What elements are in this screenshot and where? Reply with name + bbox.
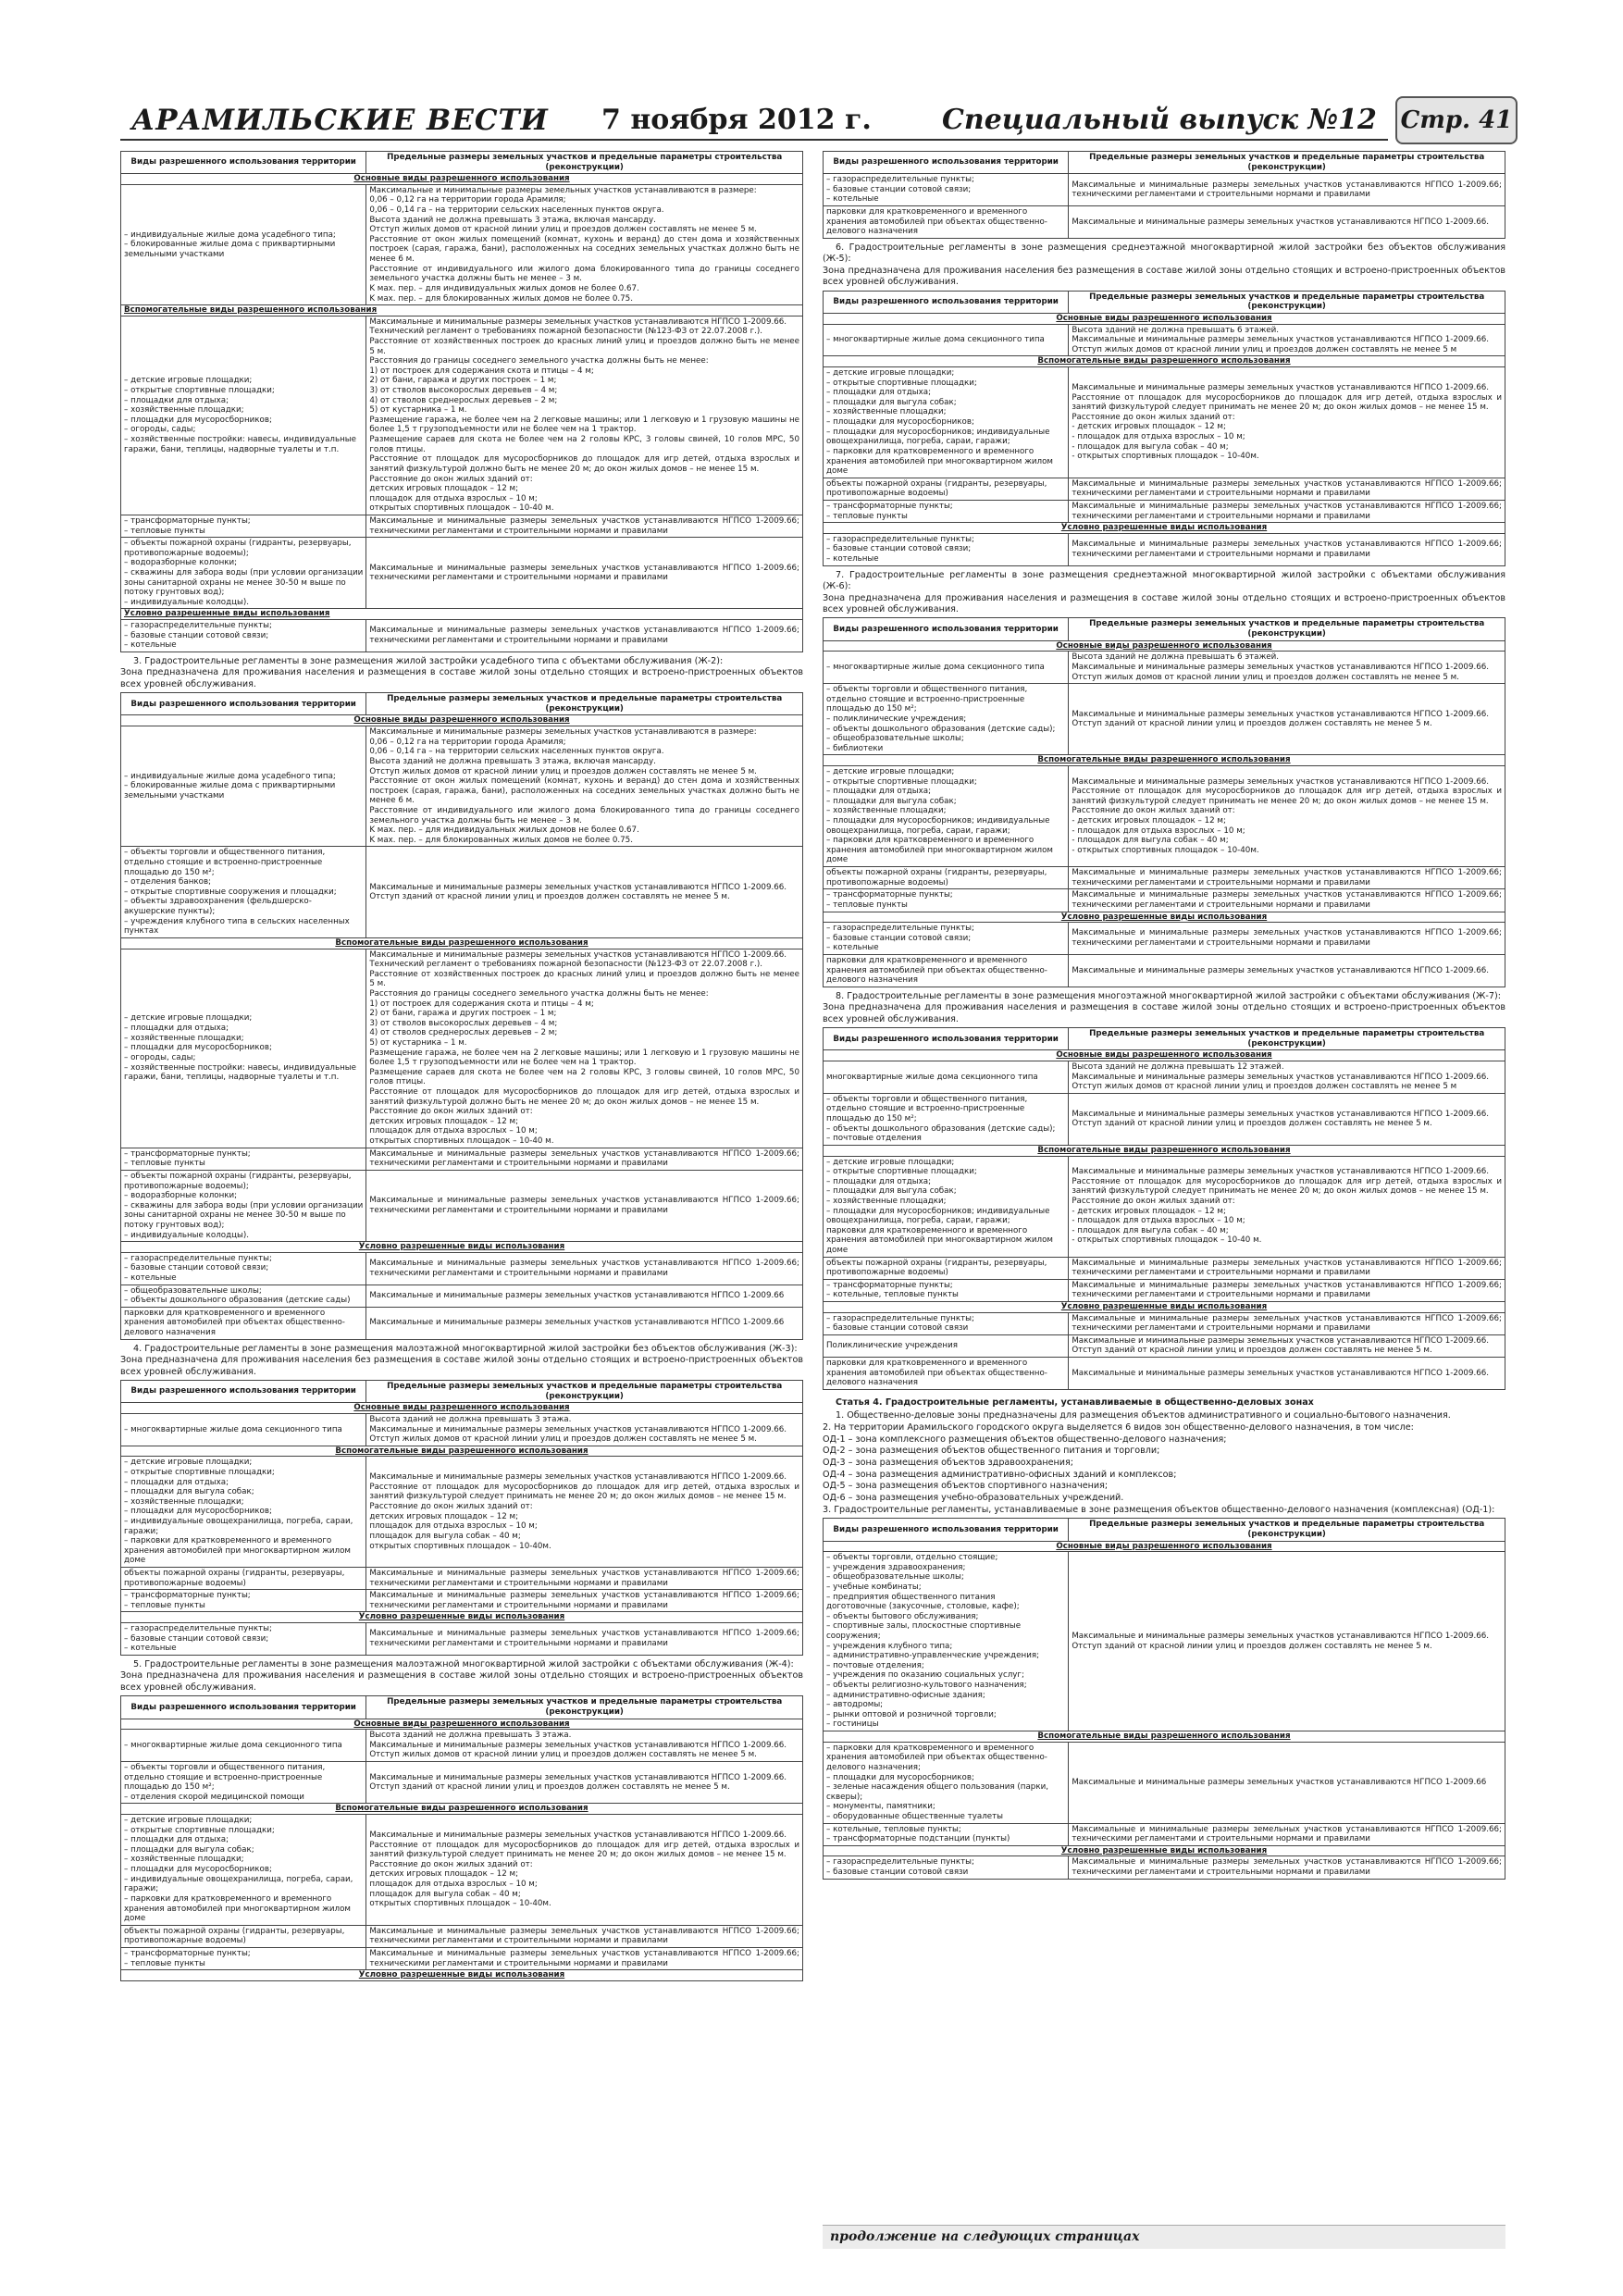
parameters-cell: Максимальные и минимальные размеры земельных участков устанавливаются НГПСО 1-2009.66. Расстояние от площадок для мусоросборников до площадок для игр детей, отдыха взрослых и занятий физкультурой следует принимать не менее 20 м; до окон жилых домов – не менее 15 м. Расстояние до окон жилых зданий от: детских игровых площадок – 12 м; площадок для отдыха взрослых – 10 м; площадок для выгула собак – 40 м; открытых спортивных площадок – 10-40м. [366, 1457, 803, 1568]
section-title: Условно разрешенные виды использования [824, 912, 1505, 923]
land-use-cell: – газораспределительные пункты; – базовые станции сотовой связи [824, 1856, 1069, 1879]
parameters-cell: Высота зданий не должна превышать 6 этажей. Максимальные и минимальные размеры земельных участков устанавливаются НГПСО 1-2009.66. Отступ жилых домов от красной линии улиц и проездов должен составлять не менее 5 м [1069, 324, 1505, 356]
table-header-row [121, 1381, 803, 1403]
land-use-cell: – парковки для кратковременного и временного хранения автомобилей при объектах общественно-делового назначения; – площадки для мусоросборников; – зеленые насаждения общего пользования (парки, скверы); – монументы, памятники; – оборудованные общественные туалеты [824, 1742, 1069, 1823]
parameters-cell: Максимальные и минимальные размеры земельных участков устанавливаются в размере: 0,06 – 0,12 га на территории города Арамиля; 0,06 – 0,14 га – на территории сельских населенных пунктов округа. Высота зданий не должна превышать 3 этажа, включая мансарду. Отступ жилых домов от красной линии улиц и проездов должен составлять не менее 5 м. Расстояние от окон жилых помещений (комнат, кухонь и веранд) до стен дома и хозяйственных построек (сарая, гаража, бани), расположенных на соседних земельных участках должно быть не менее 6 м. Расстояние от индивидуального или жилого дома блокированного типа до границы соседнего земельного участка должны быть не менее – 3 м. K мах. пер. – для индивидуальных жилых домов не более 0.67. K мах. пер. – для блокированных жилых домов не более 0.75. [366, 726, 803, 847]
section-row [824, 755, 1505, 766]
section-row [824, 640, 1505, 652]
column-header: Предельные размеры земельных участков и предельные параметры строительства (реконструкции) [366, 1381, 803, 1403]
table-row [121, 316, 803, 515]
land-use-cell: – газораспределительные пункты; – базовые станции сотовой связи; – котельные [824, 533, 1069, 565]
table-row [121, 1457, 803, 1568]
table-row [121, 949, 803, 1148]
table-row [824, 174, 1505, 206]
section-title: Условно разрешенные виды использования [121, 1242, 803, 1253]
section-row [121, 1970, 803, 1981]
table-row [824, 867, 1505, 889]
zone-table-zh7 [823, 1027, 1505, 1390]
land-use-cell: – объекты торговли и общественного питания, отдельно стоящие и встроенно-пристроенные площадью до 150 м²; – отделения банков; – открытые спортивные сооружения и площадки; – объекты здравоохранения (фельдшерско-акушерские пункты); – учреждения клубного типа в сельских населенных пунктах [121, 847, 366, 937]
land-use-cell: – трансформаторные пункты; – котельные, тепловые пункты [824, 1279, 1069, 1301]
section-row [121, 305, 803, 316]
table-row [824, 1156, 1505, 1257]
table-row [121, 1148, 803, 1170]
parameters-cell: Максимальные и минимальные размеры земельных участков устанавливаются НГПСО 1-2009.66. Технический регламент о требованиях пожарной безопасности (№123-ФЗ от 22.07.2008 г.). Расстояние от хозяйственных построек до красных линий улиц и проездов должно быть не менее 5 м. Расстояния до границы соседнего земельного участка должны быть не менее: 1) от построек для содержания скота и птицы – 4 м; 2) от бани, гаража и других построек – 1 м; 3) от стволов высокорослых деревьев – 4 м; 4) от стволов среднерослых деревьев – 2 м; 5) от кустарника – 1 м. Размещение гаража, не более чем на 2 легковые машины; или 1 легковую и 1 грузовую машины не более 1,5 т грузоподъемности или не более чем на 1 трактор. Размещение сараев для скота не более чем на 2 головы КРС, 3 головы свиней, 10 голов МРС, 50 голов птицы. Расстояние от площадок для мусоросборников до площадок для игр детей, отдыха взрослых и занятий физкультурой должно быть не менее 20 м; до окон жилых домов – не менее 15 м. Расстояние до окон жилых зданий от: детских игровых площадок – 12 м; площадок для отдыха взрослых – 10 м; открытых спортивных площадок – 10-40 м. [366, 316, 803, 515]
table-row [824, 954, 1505, 987]
parameters-cell: Максимальные и минимальные размеры земельных участков устанавливаются НГПСО 1-2009.66; техническими регламентами и строительными нормами и правилами [1069, 500, 1505, 522]
page-header [120, 93, 1513, 154]
land-use-cell: парковки для кратковременного и временного хранения автомобилей при объектах общественно-делового назначения [824, 206, 1069, 239]
zone-table-zh5 [823, 291, 1505, 566]
parameters-cell: Максимальные и минимальные размеры земельных участков устанавливаются НГПСО 1-2009.66; техническими регламентами и строительными нормами и правилами [1069, 923, 1505, 955]
table-row [824, 1279, 1505, 1301]
section-title: Вспомогательные виды разрешенного использования [121, 1804, 803, 1815]
section-title: Основные виды разрешенного использования [121, 1719, 803, 1730]
table-row [824, 652, 1505, 684]
issue-number: Специальный выпуск №12 [942, 104, 1377, 136]
table-header-row [824, 1028, 1505, 1050]
land-use-cell: – объекты торговли и общественного питания, отдельно стоящие и встроенно-пристроенные площадью до 150 м²; – объекты дошкольного образования (детские сады); – почтовые отделения [824, 1093, 1069, 1145]
table-row [824, 1856, 1505, 1879]
parameters-cell: Высота зданий не должна превышать 12 этажей. Максимальные и минимальные размеры земельных участков устанавливаются НГПСО 1-2009.66. Отступ жилых домов от красной линии улиц и проездов должен составлять не менее 5 м [1069, 1061, 1505, 1094]
land-use-cell: – трансформаторные пункты; – тепловые пункты [824, 500, 1069, 522]
table-row [824, 766, 1505, 867]
land-use-cell: – многоквартирные жилые дома секционного типа [121, 1413, 366, 1446]
table-row [121, 515, 803, 537]
parameters-cell: Максимальные и минимальные размеры земельных участков устанавливаются НГПСО 1-2009.66; техническими регламентами и строительными нормами и правилами [1069, 1279, 1505, 1301]
land-use-cell: – детские игровые площадки; – открытые спортивные площадки; – площадки для отдыха; – площадки для выгула собак; – хозяйственные площадки; – площадки для мусоросборников; индивидуальные овощехранилища, погреба, сараи, гаражи; парковки для кратковременного и временного хранения автомобилей при многоквартирном жилом доме [824, 1156, 1069, 1257]
table-row [121, 1590, 803, 1612]
section-title: Условно разрешенные виды использования [121, 1970, 803, 1981]
parameters-cell: Максимальные и минимальные размеры земельных участков устанавливаются НГПСО 1-2009.66; техническими регламентами и строительными нормами и правилами [1069, 1257, 1505, 1279]
table-row [824, 533, 1505, 565]
parameters-cell: Максимальные и минимальные размеры земельных участков устанавливаются НГПСО 1-2009.66; техническими регламентами и строительными нормами и правилами [1069, 174, 1505, 206]
section-row [824, 912, 1505, 923]
table-row [121, 1815, 803, 1926]
land-use-cell: – газораспределительные пункты; – базовые станции сотовой связи; – котельные [824, 174, 1069, 206]
section-row [824, 1731, 1505, 1743]
column-header: Виды разрешенного использования территории [121, 693, 366, 715]
parameters-cell: Максимальные и минимальные размеры земельных участков устанавливаются НГПСО 1-2009.66. Отступ зданий от красной линии улиц и проездов должен составлять не менее 5 м. [1069, 1334, 1505, 1357]
land-use-cell: – газораспределительные пункты; – базовые станции сотовой связи; – котельные [824, 923, 1069, 955]
section-title: Основные виды разрешенного использования [121, 174, 803, 185]
land-use-cell: – объекты торговли, отдельно стоящие; – учреждения здравоохранения; – общеобразовательные школы; – учебные комбинаты; – предприятия общественного питания доготовочные (закусочные, столовые, кафе); – объекты бытового обслуживания; – спортивные залы, плоскостные спортивные сооружения; – учреждения клубного типа; – административно-управленческие учреждения; – почтовые отделения; – учреждения по оказанию социальных услуг; – объекты религиозно-культового назначения; – административно-офисные здания; – автодромы; – рынки оптовой и розничной торговли; – гостиницы [824, 1552, 1069, 1731]
land-use-cell: Поликлинические учреждения [824, 1334, 1069, 1357]
section-title: Основные виды разрешенного использования [824, 1050, 1505, 1061]
section-row [121, 1612, 803, 1623]
article-4-title: Статья 4. Градостроительные регламенты, устанавливаемые в общественно-деловых зонах [836, 1396, 1314, 1408]
column-header: Виды разрешенного использования территории [121, 1696, 366, 1719]
table-row [824, 1552, 1505, 1731]
land-use-cell: – газораспределительные пункты; – базовые станции сотовой связи [824, 1312, 1069, 1334]
table-row [121, 1285, 803, 1307]
parameters-cell: Максимальные и минимальные размеры земельных участков устанавливаются НГПСО 1-2009.66. Отступ зданий от красной линии улиц и проездов должен составлять не менее 5 м. [1069, 684, 1505, 755]
section-row [121, 1804, 803, 1815]
column-header: Предельные размеры земельных участков и предельные параметры строительства (реконструкции) [1069, 618, 1505, 640]
land-use-cell: объекты пожарной охраны (гидранты, резервуары, противопожарные водоемы) [824, 867, 1069, 889]
table-row [121, 1413, 803, 1446]
parameters-cell: Максимальные и минимальные размеры земельных участков устанавливаются НГПСО 1-2009.66; техническими регламентами и строительными нормами и правилами [366, 538, 803, 609]
table-row [121, 1761, 803, 1803]
newspaper-name: АРАМИЛЬСКИЕ ВЕСТИ [131, 104, 549, 137]
parameters-cell: Максимальные и минимальные размеры земельных участков устанавливаются НГПСО 1-2009.66; техническими регламентами и строительными нормами и правилами [366, 1568, 803, 1590]
section-row [824, 1845, 1505, 1856]
parameters-cell: Максимальные и минимальные размеры земельных участков устанавливаются НГПСО 1-2009.66; техническими регламентами и строительными нормами и правилами [1069, 1856, 1505, 1879]
parameters-cell: Максимальные и минимальные размеры земельных участков устанавливаются НГПСО 1-2009.66; техническими регламентами и строительными нормами и правилами [366, 1148, 803, 1170]
parameters-cell: Максимальные и минимальные размеры земельных участков устанавливаются НГПСО 1-2009.66 [366, 1307, 803, 1339]
section-row [121, 1242, 803, 1253]
table-row [121, 538, 803, 609]
land-use-cell: – детские игровые площадки; – площадки для отдыха; – хозяйственные площадки; – площадки для мусоросборников; – огороды, сады; – хозяйственные постройки: навесы, индивидуальные гаражи, бани, теплицы, надворные туалеты и т.п. [121, 949, 366, 1148]
zone-table-zh1 [120, 151, 803, 652]
column-header: Виды разрешенного использования территории [121, 152, 366, 174]
parameters-cell: Максимальные и минимальные размеры земельных участков устанавливаются НГПСО 1-2009.66; техническими регламентами и строительными нормами и правилами [1069, 867, 1505, 889]
land-use-cell: – объекты пожарной охраны (гидранты, резервуары, противопожарные водоемы); – водоразборные колонки; – скважины для забора воды (при условии организации зоны санитарной охраны не менее 30-50 м выше по потоку грунтовых вод); – индивидуальные колодцы). [121, 1170, 366, 1241]
section-title: Вспомогательные виды разрешенного использования [824, 755, 1505, 766]
section-title: Вспомогательные виды разрешенного использования [824, 1145, 1505, 1156]
parameters-cell: Максимальные и минимальные размеры земельных участков устанавливаются НГПСО 1-2009.66; техническими регламентами и строительными нормами и правилами [366, 1623, 803, 1656]
table-row [824, 1257, 1505, 1279]
parameters-cell: Максимальные и минимальные размеры земельных участков устанавливаются НГПСО 1-2009.66; техническими регламентами и строительными нормами и правилами [1069, 889, 1505, 912]
land-use-cell: – объекты пожарной охраны (гидранты, резервуары, противопожарные водоемы); – водоразборные колонки; – скважины для забора воды (при условии организации зоны санитарной охраны не менее 30-50 м выше по потоку грунтовых вод); – индивидуальные колодцы). [121, 538, 366, 609]
land-use-cell: – газораспределительные пункты; – базовые станции сотовой связи; – котельные [121, 620, 366, 652]
table-row [121, 847, 803, 937]
parameters-cell: Максимальные и минимальные размеры земельных участков устанавливаются НГПСО 1-2009.66. Расстояние от площадок для мусоросборников до площадок для игр детей, отдыха взрослых и занятий физкультурой следует принимать не менее 20 м; до окон жилых домов – не менее 15 м. Расстояние до окон жилых зданий от: детских игровых площадок – 12 м; площадок для отдыха взрослых – 10 м; площадок для выгула собак – 40 м; открытых спортивных площадок – 10-40м. [366, 1815, 803, 1926]
section-5-text: 5. Градостроительные регламенты в зоне размещения малоэтажной многоквартирной жилой застройки с объектами обслуживания (Ж-4): Зона предназначена для проживания населения и размещения в составе жилой зоны отдельно стоящих и встроено-пристроенных объектов всех уровней обслуживания. [120, 1658, 803, 1693]
column-header: Виды разрешенного использования территории [121, 1381, 366, 1403]
table-row [121, 1252, 803, 1285]
continuation-banner [823, 2225, 1505, 2249]
parameters-cell: Максимальные и минимальные размеры земельных участков устанавливаются НГПСО 1-2009.66. Расстояние от площадок для мусоросборников до площадок для игр детей, отдыха взрослых и занятий физкультурой следует принимать не менее 20 м; до окон жилых домов – не менее 15 м. Расстояние до окон жилых зданий от: - детских игровых площадок – 12 м; - площадок для отдыха взрослых – 10 м; - площадок для выгула собак – 40 м; - открытых спортивных площадок – 10-40 м. [1069, 1156, 1505, 1257]
land-use-cell: – газораспределительные пункты; – базовые станции сотовой связи; – котельные [121, 1252, 366, 1285]
table-row [824, 367, 1505, 478]
column-header: Виды разрешенного использования территории [824, 1519, 1069, 1541]
land-use-cell: – детские игровые площадки; – открытые спортивные площадки; – площадки для отдыха; – площадки для выгула собак; – хозяйственные площадки; – площадки для мусоросборников; – площадки для мусоросборников; индивидуальные овощехранилища, погреба, сараи, гаражи; – парковки для кратковременного и временного хранения автомобилей при многоквартирном жилом доме [824, 367, 1069, 478]
table-row [121, 1947, 803, 1969]
land-use-cell: парковки для кратковременного и временного хранения автомобилей при объектах общественно-делового назначения [824, 1358, 1069, 1390]
table-row [824, 324, 1505, 356]
left-column [120, 151, 803, 1984]
table-row [824, 1823, 1505, 1845]
section-title: Условно разрешенные виды использования [824, 523, 1505, 534]
column-header: Предельные размеры земельных участков и предельные параметры строительства (реконструкции) [1069, 1519, 1505, 1541]
land-use-cell: – трансформаторные пункты; – тепловые пункты [121, 515, 366, 537]
section-title: Вспомогательные виды разрешенного использования [121, 937, 803, 949]
section-8-text: 8. Градостроительные регламенты в зоне размещения многоэтажной многоквартирной жилой застройки с объектами обслуживания (Ж-7): Зона предназначена для проживания населения и размещения в составе жилой зоны отдельно стоящих и встроено-пристроенных объектов всех уровней обслуживания. [823, 990, 1505, 1024]
table-row [121, 1730, 803, 1762]
section-7-text: 7. Градостроительные регламенты в зоне размещения среднеэтажной многоквартирной жилой застройки с объектами обслуживания (Ж-6): Зона предназначена для проживания населения и размещения в составе жилой зоны отдельно стоящих и встроено-пристроенных объектов всех уровней обслуживания. [823, 569, 1505, 614]
column-header: Предельные размеры земельных участков и предельные параметры строительства (реконструкции) [366, 152, 803, 174]
parameters-cell: Максимальные и минимальные размеры земельных участков устанавливаются НГПСО 1-2009.66; техническими регламентами и строительными нормами и правилами [366, 1590, 803, 1612]
land-use-cell: – индивидуальные жилые дома усадебного типа; – блокированные жилые дома с приквартирными земельными участками [121, 726, 366, 847]
land-use-cell: объекты пожарной охраны (гидранты, резервуары, противопожарные водоемы) [121, 1925, 366, 1947]
table-row [824, 923, 1505, 955]
table-header-row [824, 152, 1505, 174]
land-use-cell: парковки для кратковременного и временного хранения автомобилей при объектах общественно-делового назначения [121, 1307, 366, 1339]
land-use-cell: – объекты торговли и общественного питания, отдельно стоящие и встроенно-пристроенные площадью до 150 м²; – отделения скорой медицинской помощи [121, 1761, 366, 1803]
section-title: Условно разрешенные виды использования [121, 1612, 803, 1623]
table-header-row [824, 291, 1505, 313]
parameters-cell: Максимальные и минимальные размеры земельных участков устанавливаются НГПСО 1-2009.66. Отступ зданий от красной линии улиц и проездов должен составлять не менее 5 м. [1069, 1552, 1505, 1731]
table-header-row [121, 152, 803, 174]
table-row [824, 1358, 1505, 1390]
parameters-cell: Высота зданий не должна превышать 3 этажа. Максимальные и минимальные размеры земельных участков устанавливаются НГПСО 1-2009.66. Отступ жилых домов от красной линии улиц и проездов должен составлять не менее 5 м. [366, 1413, 803, 1446]
zone-table-zh2 [120, 692, 803, 1339]
table-header-row [121, 1696, 803, 1719]
table-row [824, 206, 1505, 239]
issue-date: 7 ноября 2012 г. [601, 104, 872, 136]
land-use-cell: – трансформаторные пункты; – тепловые пункты [121, 1947, 366, 1969]
table-header-row [824, 618, 1505, 640]
parameters-cell: Максимальные и минимальные размеры земельных участков устанавливаются НГПСО 1-2009.66. Расстояние от площадок для мусоросборников до площадок для игр детей, отдыха взрослых и занятий физкультурой следует принимать не менее 20 м; до окон жилых домов – не менее 15 м. Расстояние до окон жилых зданий от: - детских игровых площадок – 12 м; - площадок для отдыха взрослых – 10 м; - площадок для выгула собак – 40 м; - открытых спортивных площадок – 10-40м. [1069, 367, 1505, 478]
section-row [121, 1446, 803, 1457]
section-row [824, 1050, 1505, 1061]
land-use-cell: – котельные, тепловые пункты; – трансформаторные подстанции (пункты) [824, 1823, 1069, 1845]
parameters-cell: Максимальные и минимальные размеры земельных участков устанавливаются НГПСО 1-2009.66; техническими регламентами и строительными нормами и правилами [1069, 478, 1505, 500]
section-row [121, 937, 803, 949]
table-row [824, 478, 1505, 500]
section-title: Основные виды разрешенного использования [121, 1403, 803, 1414]
land-use-cell: – многоквартирные жилые дома секционного типа [121, 1730, 366, 1762]
section-3-text: 3. Градостроительные регламенты в зоне размещения жилой застройки усадебного типа с объектами обслуживания (Ж-2): Зона предназначена для проживания населения и размещения в составе жилой зоны отдельно стоящих и встроено-пристроенных объектов всех уровней обслуживания. [120, 655, 803, 689]
column-header: Предельные размеры земельных участков и предельные параметры строительства (реконструкции) [1069, 1028, 1505, 1050]
land-use-cell: – детские игровые площадки; – открытые спортивные площадки; – площадки для отдыха; – площадки для выгула собак; – хозяйственные площадки; – площадки для мусоросборников; – индивидуальные овощехранилища, погреба, сараи, гаражи; – парковки для кратковременного и временного хранения автомобилей при многоквартирном жилом доме [121, 1457, 366, 1568]
parameters-cell: Максимальные и минимальные размеры земельных участков устанавливаются НГПСО 1-2009.66. Отступ зданий от красной линии улиц и проездов должен составлять не менее 5 м. [366, 1761, 803, 1803]
section-row [824, 313, 1505, 324]
table-row [121, 1568, 803, 1590]
land-use-cell: – газораспределительные пункты; – базовые станции сотовой связи; – котельные [121, 1623, 366, 1656]
land-use-cell: парковки для кратковременного и временного хранения автомобилей при объектах общественно-делового назначения [824, 954, 1069, 987]
zone-table-zh4 [120, 1695, 803, 1980]
continuation-text: продолжение на следующих страницах [830, 2229, 1140, 2244]
parameters-cell: Максимальные и минимальные размеры земельных участков устанавливаются НГПСО 1-2009.66. Технический регламент о требованиях пожарной безопасности (№123-ФЗ от 22.07.2008 г.). Расстояние от хозяйственных построек до красных линий улиц и проездов должно быть не менее 5 м. Расстояния до границы соседнего земельного участка должны быть не менее: 1) от построек для содержания скота и птицы – 4 м; 2) от бани, гаража и других построек – 1 м; 3) от стволов высокорослых деревьев – 4 м; 4) от стволов среднерослых деревьев – 2 м; 5) от кустарника – 1 м. Размещение гаража, не более чем на 2 легковые машины; или 1 легковую и 1 грузовую машины не более 1,5 т грузоподъемности или не более чем на 1 трактор. Размещение сараев для скота не более чем на 2 головы КРС, 3 головы свиней, 10 голов МРС, 50 голов птицы. Расстояние от площадок для мусоросборников до площадок для игр детей, отдыха взрослых и занятий физкультурой должно быть не менее 20 м; до окон жилых домов – не менее 15 м. Расстояние до окон жилых зданий от: детских игровых площадок – 12 м; площадок для отдыха взрослых – 10 м; открытых спортивных площадок – 10-40 м. [366, 949, 803, 1148]
zone-table-zh3 [120, 1380, 803, 1656]
right-column [823, 151, 1505, 1882]
section-title: Условно разрешенные виды использования [824, 1302, 1505, 1313]
table-row [121, 184, 803, 304]
section-row [824, 1541, 1505, 1552]
section-row [824, 523, 1505, 534]
land-use-cell: – трансформаторные пункты; – тепловые пункты [824, 889, 1069, 912]
zone-table-zh6 [823, 617, 1505, 987]
parameters-cell: Максимальные и минимальные размеры земельных участков устанавливаются НГПСО 1-2009.66; техническими регламентами и строительными нормами и правилами [366, 515, 803, 537]
header-rule [120, 139, 1388, 141]
section-title: Вспомогательные виды разрешенного использования [824, 356, 1505, 367]
table-header-row [824, 1519, 1505, 1541]
parameters-cell: Максимальные и минимальные размеры земельных участков устанавливаются НГПСО 1-2009.66. Расстояние от площадок для мусоросборников до площадок для игр детей, отдыха взрослых и занятий физкультурой следует принимать не менее 20 м; до окон жилых домов – не менее 15 м. Расстояние до окон жилых зданий от: - детских игровых площадок – 12 м; - площадок для отдыха взрослых – 10 м; - площадок для выгула собак – 40 м; - открытых спортивных площадок – 10-40м. [1069, 766, 1505, 867]
column-header: Предельные размеры земельных участков и предельные параметры строительства (реконструкции) [366, 1696, 803, 1719]
parameters-cell: Максимальные и минимальные размеры земельных участков устанавливаются НГПСО 1-2009.66; техническими регламентами и строительными нормами и правилами [366, 1170, 803, 1241]
column-header: Предельные размеры земельных участков и предельные параметры строительства (реконструкции) [1069, 291, 1505, 313]
section-title: Вспомогательные виды разрешенного использования [121, 305, 803, 316]
table-row [121, 726, 803, 847]
parameters-cell: Высота зданий не должна превышать 6 этажей. Максимальные и минимальные размеры земельных участков устанавливаются НГПСО 1-2009.66. Отступ жилых домов от красной линии улиц и проездов должен составлять не менее 5 м. [1069, 652, 1505, 684]
table-row [824, 1334, 1505, 1357]
section-row [121, 174, 803, 185]
section-title: Вспомогательные виды разрешенного использования [824, 1731, 1505, 1743]
section-title: Условно разрешенные виды использования [121, 609, 803, 620]
land-use-cell: многоквартирные жилые дома секционного типа [824, 1061, 1069, 1094]
parameters-cell: Максимальные и минимальные размеры земельных участков устанавливаются НГПСО 1-2009.66. Отступ зданий от красной линии улиц и проездов должен составлять не менее 5 м. [1069, 1093, 1505, 1145]
zone-table-od1 [823, 1518, 1505, 1879]
section-title: Вспомогательные виды разрешенного использования [121, 1446, 803, 1457]
table-row [121, 1307, 803, 1339]
section-title: Основные виды разрешенного использования [121, 715, 803, 726]
section-row [824, 1302, 1505, 1313]
land-use-cell: – детские игровые площадки; – открытые спортивные площадки; – площадки для отдыха; – площадки для выгула собак; – хозяйственные площадки; – площадки для мусоросборников; индивидуальные овощехранилища, погреба, сараи, гаражи; – парковки для кратковременного и временного хранения автомобилей при многоквартирном жилом доме [824, 766, 1069, 867]
column-header: Виды разрешенного использования территории [824, 618, 1069, 640]
table-row [824, 1742, 1505, 1823]
table-row [824, 1093, 1505, 1145]
table-row [824, 889, 1505, 912]
land-use-cell: – трансформаторные пункты; – тепловые пункты [121, 1590, 366, 1612]
parameters-cell: Максимальные и минимальные размеры земельных участков устанавливаются НГПСО 1-2009.66. [1069, 1358, 1505, 1390]
parameters-cell: Максимальные и минимальные размеры земельных участков устанавливаются в размере: 0,06 – 0,12 га на территории города Арамиля; 0,06 – 0,14 га – на территории сельских населенных пунктов округа. Высота зданий не должна превышать 3 этажа, включая мансарду. Отступ жилых домов от красной линии улиц и проездов должен составлять не менее 5 м. Расстояние от окон жилых помещений (комнат, кухонь и веранд) до стен дома и хозяйственных построек (сарая, гаража, бани), расположенных на соседних земельных участках должно быть не менее 6 м. Расстояние от индивидуального или жилого дома блокированного типа до границы соседнего земельного участка должны быть не менее – 3 м. K мах. пер. – для индивидуальных жилых домов не более 0.67. K мах. пер. – для блокированных жилых домов не более 0.75. [366, 184, 803, 304]
table-row [824, 1061, 1505, 1094]
table-row [121, 620, 803, 652]
parameters-cell: Максимальные и минимальные размеры земельных участков устанавливаются НГПСО 1-2009.66; техническими регламентами и строительными нормами и правилами [1069, 1312, 1505, 1334]
parameters-cell: Максимальные и минимальные размеры земельных участков устанавливаются НГПСО 1-2009.66; техническими регламентами и строительными нормами и правилами [366, 620, 803, 652]
table-row [824, 1312, 1505, 1334]
section-6-text: 6. Градостроительные регламенты в зоне размещения среднеэтажной многоквартирной жилой застройки без объектов обслуживания (Ж-5): Зона предназначена для проживания населения без размещения в составе жилой зоны отдельно стоящих и встроено-пристроенных объектов всех уровней обслуживания. [823, 242, 1505, 288]
table-row [121, 1623, 803, 1656]
section-row [824, 1145, 1505, 1156]
page-number: Стр. 41 [1395, 96, 1518, 144]
column-header: Виды разрешенного использования территории [824, 1028, 1069, 1050]
parameters-cell: Максимальные и минимальные размеры земельных участков устанавливаются НГПСО 1-2009.66 [1069, 1742, 1505, 1823]
parameters-cell: Высота зданий не должна превышать 3 этажа. Максимальные и минимальные размеры земельных участков устанавливаются НГПСО 1-2009.66. Отступ жилых домов от красной линии улиц и проездов должен составлять не менее 5 м. [366, 1730, 803, 1762]
section-title: Основные виды разрешенного использования [824, 313, 1505, 324]
parameters-cell: Максимальные и минимальные размеры земельных участков устанавливаются НГПСО 1-2009.66. [1069, 206, 1505, 239]
column-header: Виды разрешенного использования территории [824, 291, 1069, 313]
land-use-cell: – индивидуальные жилые дома усадебного типа; – блокированные жилые дома с приквартирными земельными участками [121, 184, 366, 304]
zone-table-zh4-continued [823, 151, 1505, 239]
land-use-cell: объекты пожарной охраны (гидранты, резервуары, противопожарные водоемы) [121, 1568, 366, 1590]
parameters-cell: Максимальные и минимальные размеры земельных участков устанавливаются НГПСО 1-2009.66. Отступ зданий от красной линии улиц и проездов должен составлять не менее 5 м. [366, 847, 803, 937]
land-use-cell: объекты пожарной охраны (гидранты, резервуары, противопожарные водоемы) [824, 478, 1069, 500]
table-row [824, 500, 1505, 522]
land-use-cell: – детские игровые площадки; – открытые спортивные площадки; – площадки для отдыха; – площадки для выгула собак; – хозяйственные площадки; – площадки для мусоросборников; – индивидуальные овощехранилища, погреба, сараи, гаражи; – парковки для кратковременного и временного хранения автомобилей при многоквартирном жилом доме [121, 1815, 366, 1926]
table-header-row [121, 693, 803, 715]
parameters-cell: Максимальные и минимальные размеры земельных участков устанавливаются НГПСО 1-2009.66; техническими регламентами и строительными нормами и правилами [366, 1947, 803, 1969]
section-row [121, 1403, 803, 1414]
table-row [121, 1170, 803, 1241]
section-title: Основные виды разрешенного использования [824, 640, 1505, 652]
section-title: Основные виды разрешенного использования [824, 1541, 1505, 1552]
column-header: Виды разрешенного использования территории [824, 152, 1069, 174]
section-row [121, 609, 803, 620]
parameters-cell: Максимальные и минимальные размеры земельных участков устанавливаются НГПСО 1-2009.66; техническими регламентами и строительными нормами и правилами [1069, 533, 1505, 565]
column-header: Предельные размеры земельных участков и предельные параметры строительства (реконструкции) [1069, 152, 1505, 174]
table-row [121, 1925, 803, 1947]
section-title: Условно разрешенные виды использования [824, 1845, 1505, 1856]
parameters-cell: Максимальные и минимальные размеры земельных участков устанавливаются НГПСО 1-2009.66 [366, 1285, 803, 1307]
land-use-cell: – многоквартирные жилые дома секционного типа [824, 652, 1069, 684]
land-use-cell: – многоквартирные жилые дома секционного типа [824, 324, 1069, 356]
section-row [121, 1719, 803, 1730]
parameters-cell: Максимальные и минимальные размеры земельных участков устанавливаются НГПСО 1-2009.66; техническими регламентами и строительными нормами и правилами [1069, 1823, 1505, 1845]
land-use-cell: – детские игровые площадки; – открытые спортивные площадки; – площадки для отдыха; – хозяйственные площадки; – площадки для мусоросборников; – огороды, сады; – хозяйственные постройки: навесы, индивидуальные гаражи, бани, теплицы, надворные туалеты и т.п. [121, 316, 366, 515]
section-row [121, 715, 803, 726]
section-row [824, 356, 1505, 367]
column-header: Предельные размеры земельных участков и предельные параметры строительства (реконструкции) [366, 693, 803, 715]
land-use-cell: – общеобразовательные школы; – объекты дошкольного образования (детские сады) [121, 1285, 366, 1307]
parameters-cell: Максимальные и минимальные размеры земельных участков устанавливаются НГПСО 1-2009.66. [1069, 954, 1505, 987]
table-row [824, 684, 1505, 755]
land-use-cell: объекты пожарной охраны (гидранты, резервуары, противопожарные водоемы) [824, 1257, 1069, 1279]
land-use-cell: – объекты торговли и общественного питания, отдельно стоящие и встроенно-пристроенные площадью до 150 м²; – поликлинические учреждения; – объекты дошкольного образования (детские сады); – общеобразовательные школы; – библиотеки [824, 684, 1069, 755]
parameters-cell: Максимальные и минимальные размеры земельных участков устанавливаются НГПСО 1-2009.66; техническими регламентами и строительными нормами и правилами [366, 1925, 803, 1947]
section-4-text: 4. Градостроительные регламенты в зоне размещения малоэтажной многоквартирной жилой застройки без объектов обслуживания (Ж-3): Зона предназначена для проживания населения без размещения в составе жилой зоны отдельно стоящих и встроено-пристроенных объектов всех уровней обслуживания. [120, 1343, 803, 1377]
article-4-text: 1. Общественно-деловые зоны предназначены для размещения объектов административного и социально-бытового назначения. 2. На территории Арамильского городского округа выделяется 6 видов зон общественно-делового назначения, в том числе: ОД-1 – зона комплексного размещения объектов общественно-делового назначения; ОД-2 – зона размещения объектов общественного питания и торговли; ОД-3 – зона размещения объектов здравоохранения; ОД-4 – зона размещения административно-офисных зданий и комплексов; ОД-5 – зона размещения объектов спортивного назначения; ОД-6 – зона размещения учебно-образовательных учреждений. 3. Градостроительные регламенты, устанавливаемые в зоне размещения объектов общественно-делового назначения (комплексная) (ОД-1): [823, 1410, 1495, 1515]
parameters-cell: Максимальные и минимальные размеры земельных участков устанавливаются НГПСО 1-2009.66; техническими регламентами и строительными нормами и правилами [366, 1252, 803, 1285]
land-use-cell: – трансформаторные пункты; – тепловые пункты [121, 1148, 366, 1170]
